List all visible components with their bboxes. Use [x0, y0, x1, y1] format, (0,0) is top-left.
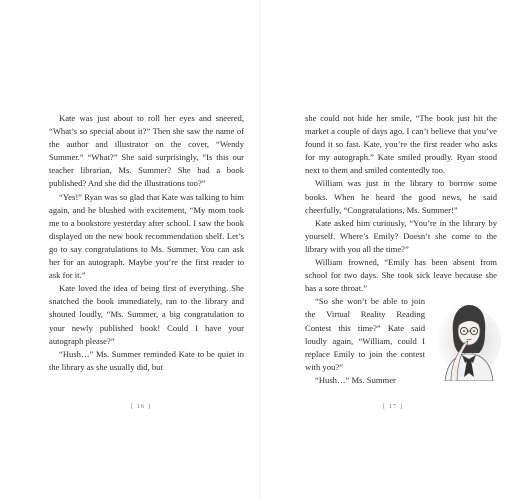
paragraph: she could not hide her smile, “The book just hit the market a couple of days ago. I can’t believe that you’ve found it so fast. Kate, you’re the first reader who asks for my autograph.” Kate smiled proudly. Ryan stood next to them and smiled contentedly too.: [305, 113, 497, 176]
page-number: [ 16 ]: [130, 403, 152, 410]
paragraph: “So she won’t be able to join the Virtual Reality Reading Contest this time?” Kate said loudly again, “William, could I replace Emily to join the contest with you?”: [305, 296, 425, 372]
paragraph: “Hush…” Ms. Summer reminded Kate to be quiet in the library as she usually did, but: [49, 348, 244, 372]
paragraph: William frowned, “Emily has been absent from school for two days. She took sick leave because she has a sore throat.”: [305, 257, 497, 294]
teacher-illustration: [429, 297, 501, 381]
page-number: [ 17 ]: [382, 403, 404, 410]
right-page: [260, 0, 520, 500]
paragraph: Kate was just about to roll her eyes and sneered, “What’s so special about it?” Then she saw the name of the author and illustrator on the cover, “Wendy Summer.” “What?” She said surprisingly, “Is this our teacher librarian, Ms. Summer? She had a book published? And she did the illustrations too?”: [49, 113, 244, 189]
paragraph: William was just in the library to borrow some books. When he heard the good news, he said cheerfully, “Congratulations, Ms. Summer!”: [305, 178, 497, 215]
right-page-text: [305, 112, 497, 387]
paragraph: “Yes!” Ryan was so glad that Kate was talking to him again, and he blushed with excitement, “My mom took me to a bookstore yesterday after school. I saw the book displayed on the new book recommendation shelf. Let’s go to say congratulations to Ms. Summer. You can ask her for an autograph. Maybe you’re the first reader to ask for it.”: [49, 191, 244, 281]
paragraph: “Hush…” Ms. Summer: [315, 374, 396, 385]
paragraph: Kate loved the idea of being first of everything. She snatched the book immediately, ran to the library and shouted loudly, “Ms. Summer, a big congratulation to your newly published book! Could I have your autograph please?”: [49, 283, 244, 346]
illustrated-block: [305, 295, 497, 387]
paragraph: Kate asked him curiously, “You’re in the library by yourself. Where’s Emily? Doesn’t she come to the library with you all the time?”: [305, 217, 497, 254]
left-page-text: [49, 112, 244, 374]
